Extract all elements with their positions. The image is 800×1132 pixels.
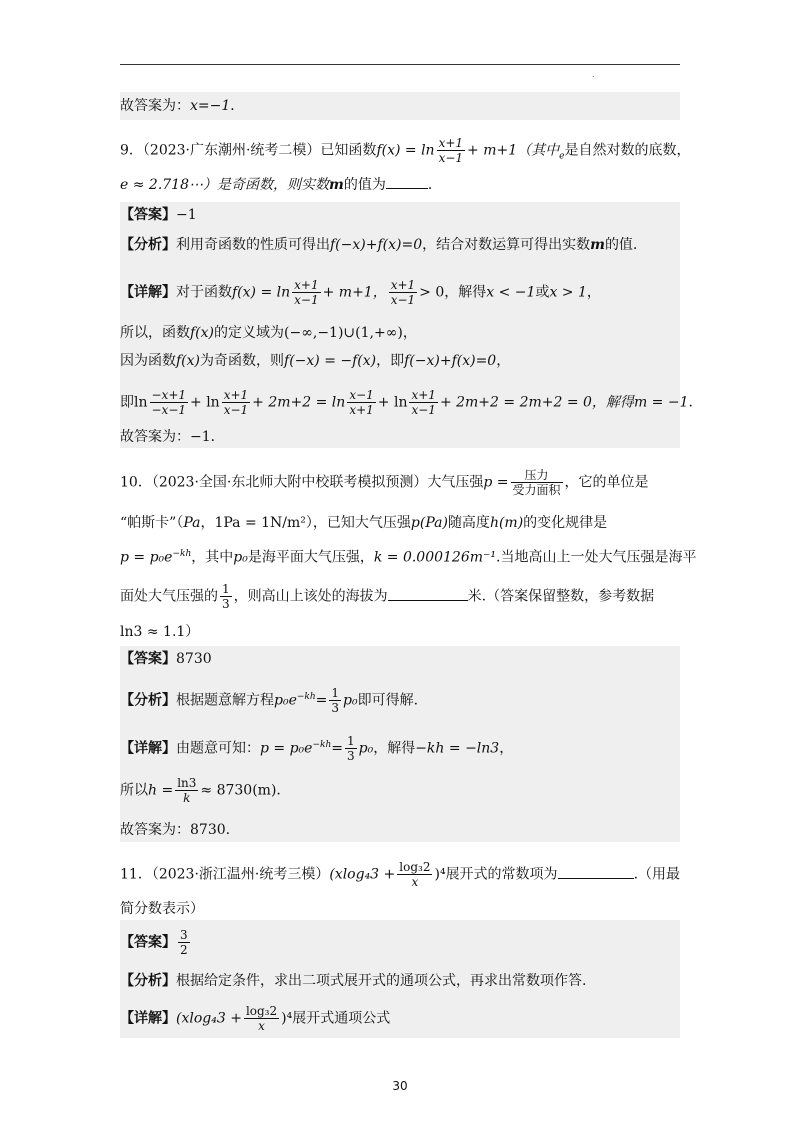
header-dot: .	[592, 70, 595, 79]
q10-detail-line1: 【详解】由题意可知：$p = p_0e^{-kh}=$ $\frac{1}{3}$ p₀，解得−kh = −ln3，	[120, 734, 514, 764]
page-number: 30	[392, 1079, 408, 1093]
q11-answer: 【答案】 $\frac{3}{2}$	[120, 928, 188, 957]
q11-analysis: 【分析】根据给定条件，求出二项式展开式的通项公式，再求出常数项作答.	[120, 973, 587, 989]
q10-stem-line5: ln3 ≈ 1.1）	[120, 624, 200, 640]
q9-detail-line3: 因为函数f(x)为奇函数，则f(−x) = −f(x)，即f(−x)+f(x)=0，	[120, 353, 511, 369]
answer-blank	[386, 174, 428, 189]
header-rule	[120, 64, 680, 65]
answer-blank	[388, 586, 468, 601]
q10-stem-line1: 10．（2023·全国·东北师大附中校联考模拟预测）大气压强p = $\frac{\text{压力}}{\text{受力面积}}$ ，它的单位是	[120, 468, 649, 497]
q10-stem-line4: 面处大气压强的 $\frac{1}{3}$ ，则高山上该处的海拔为 米.（答案保留整数，参考数据	[120, 582, 655, 611]
q10-stem-line3: $p = p_0e^{-kh}$，其中p₀是海平面大气压强，k = 0.000126m⁻¹.当地高山上一处大气压强是海平	[120, 549, 697, 566]
q10-stem-line2: “帕斯卡”（Pa，1Pa = 1N/m²），已知大气压强p(Pa)随高度h(m)的变化规律是	[120, 515, 608, 531]
q9-fraction: $\frac{x+1}{x-1}$	[438, 136, 464, 165]
q9-detail-line2: 所以，函数f(x)的定义域为(−∞,−1)∪(1,+∞)，	[120, 325, 417, 341]
answer-blank	[558, 864, 634, 879]
q10-detail-line2: 所以h = $\frac{\ln 3}{k}$ ≈ 8730(m).	[120, 776, 281, 805]
q9-answer: 【答案】−1	[120, 207, 197, 223]
q10-answer: 【答案】8730	[120, 651, 212, 667]
q10-analysis: 【分析】根据题意解方程$p_0e^{-kh}=$ $\frac{1}{3}$ p₀即可得解.	[120, 686, 419, 716]
q11-stem-line1: 11．（2023·浙江温州·统考三模）(xlog₄3 + $\frac{\text{log₃2}}{x}$ )⁴展开式的常数项为 .（用最	[120, 860, 681, 889]
q9-detail-line1: 【详解】对于函数f(x) = ln $\frac{x+1}{x-1}$ + m+1， $\frac{x+1}{x-1}$ > 0，解得x < −1或x > 1，	[120, 278, 601, 307]
q9-detail-line4: 即ln $\frac{-x+1}{-x-1}$ + ln $\frac{x+1}{x-1}$ + 2m+2 = ln $\frac{x-1}{x+1}$ + ln $\frac{x+1}{x-1}$ + 2m+2 = 2m+2 = 0，解得m = −1．	[120, 388, 703, 417]
q10-final-answer: 故答案为：8730.	[120, 822, 231, 838]
q11-stem-line2: 简分数表示）	[120, 901, 204, 917]
q9-stem-line2: e ≈ 2.718⋯）是奇函数，则实数m的值为 ．	[120, 174, 680, 196]
answer-line: 故答案为：x=−1．	[120, 98, 245, 114]
q11-detail-line1: 【详解】(xlog₄3 + $\frac{\text{log₃2}}{x}$ )⁴展开式通项公式	[120, 1004, 391, 1033]
q9-analysis: 【分析】利用奇函数的性质可得出f(−x)+f(x)=0，结合对数运算可得出实数m的值.	[120, 237, 638, 253]
q9-final-answer: 故答案为：−1．	[120, 429, 225, 445]
q9-stem-line1: 9．（2023·广东潮州·统考二模）已知函数f(x) = ln $\frac{x+1}{x-1}$ + m+1（其中$_e$是自然对数的底数，	[120, 136, 691, 165]
